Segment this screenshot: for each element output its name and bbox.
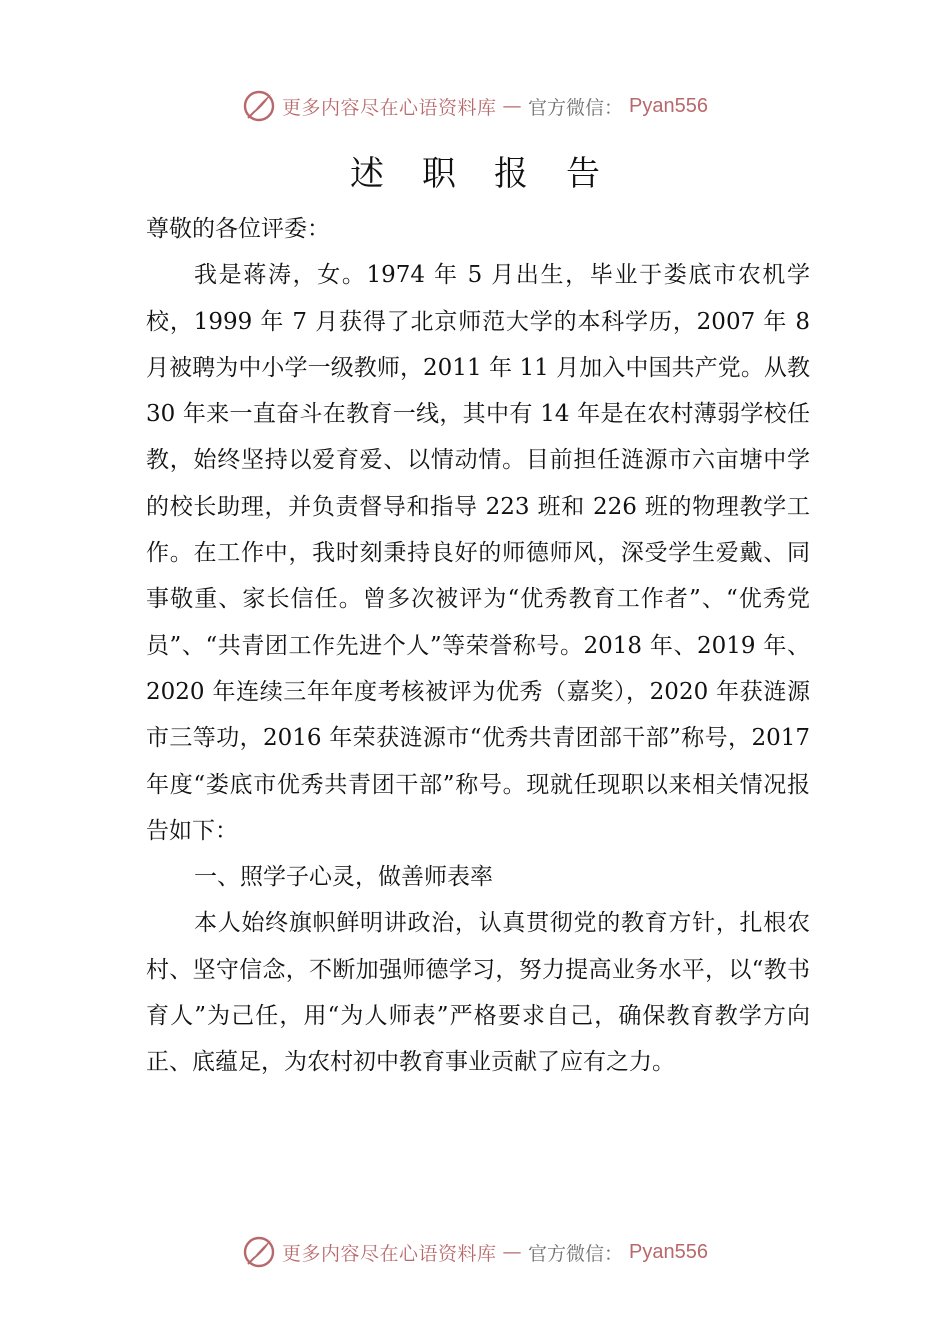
document-title: 述职报告 [350,154,638,194]
banner-handle: Pyan556 [629,1240,708,1263]
banner-separator: — [502,1241,523,1263]
banner-label: 官方微信： [528,96,624,119]
section-heading: 一、照学子心灵，做善师表率 [194,864,493,891]
banner-text: 更多内容尽在心语资料库 [282,1242,497,1265]
document-body [146,206,810,1086]
feather-quill-logo-icon [242,1235,276,1269]
banner-label: 官方微信： [528,1242,624,1265]
feather-quill-logo-icon [242,89,276,123]
banner-handle: Pyan556 [629,94,708,117]
header-watermark-banner [0,86,950,126]
paragraph-section-1: 本人始终旗帜鲜明讲政治，认真贯彻党的教育方针，扎根农村、坚守信念，不断加强师德学习，努力提高业务水平，以“教书育人”为己任，用“为人师表”严格要求自己，确保教育教学方向正、底蕴足，为农村初中教育事业贡献了应有之力。 [146,910,810,1076]
salutation: 尊敬的各位评委： [146,216,330,242]
footer-watermark-banner [0,1232,950,1272]
paragraph-intro: 我是蒋涛，女。1974 年 5 月出生，毕业于娄底市农机学校，1999 年 7 月获得了北京师范大学的本科学历，2007 年 8 月被聘为中小学一级教师，2011 年 11 月加入中国共产党。从教 30 年来一直奋斗在教育一线，其中有 14 年是在农村薄弱学校任教，始终坚持以爱育爱、以情动情。目前担任涟源市六亩塘中学的校长助理，并负责督导和指导 223 班和 226 班的物理教学工作。在工作中，我时刻秉持良好的师德师风，深受学生爱戴、同事敬重、家长信任。曾多次被评为“优秀教育工作者”、“优秀党员”、“共青团工作先进个人”等荣誉称号。2018 年、2019 年、2020 年连续三年年度考核被评为优秀（嘉奖），2020 年获涟源市三等功，2016 年荣获涟源市“优秀共青团部干部”称号，2017 年度“娄底市优秀共青团干部”称号。现就任现职以来相关情况报告如下： [146,262,810,844]
banner-text: 更多内容尽在心语资料库 [282,96,497,119]
banner-separator: — [502,95,523,117]
